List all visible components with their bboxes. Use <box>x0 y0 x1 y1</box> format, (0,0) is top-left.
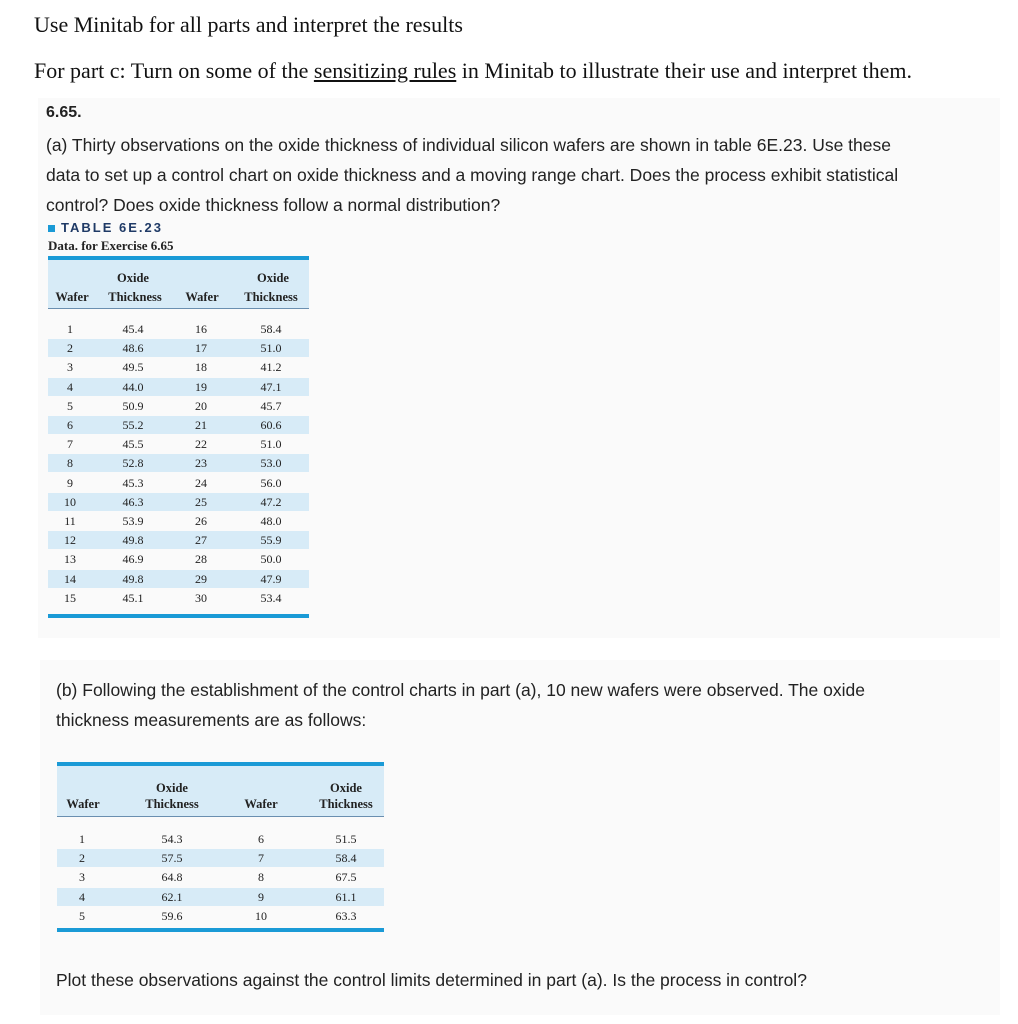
part-a-line-1: (a) Thirty observations on the oxide thickness of individual silicon wafers are shown in table 6E.23. Use these <box>46 135 891 155</box>
thickness-cell: 55.9 <box>260 533 282 548</box>
table-b-header-wafer-1: Wafer <box>66 797 100 811</box>
table-row <box>48 435 309 453</box>
table-row <box>48 589 309 607</box>
wafer-cell: 5 <box>67 398 73 413</box>
thickness-cell: 45.3 <box>122 475 144 490</box>
table-row <box>48 550 309 568</box>
thickness-cell: 59.6 <box>161 908 183 923</box>
wafer-cell: 2 <box>67 341 73 356</box>
intro-line-1: Use Minitab for all parts and interpret the results <box>34 12 463 37</box>
thickness-cell: 50.9 <box>122 398 144 413</box>
thickness-cell: 67.5 <box>335 870 357 885</box>
wafer-cell: 13 <box>64 552 76 567</box>
thickness-cell: 51.0 <box>260 437 282 452</box>
table-row <box>48 378 309 396</box>
table-row <box>57 868 384 886</box>
thickness-cell: 53.9 <box>122 514 144 528</box>
thickness-cell: 45.5 <box>122 437 144 452</box>
thickness-cell: 53.0 <box>260 456 282 471</box>
intro-line-2-prefix: For part c: Turn on some of the <box>34 58 314 83</box>
table-a-header-oxide-1: Oxide <box>117 271 149 285</box>
table-row <box>48 512 309 530</box>
thickness-cell: 47.2 <box>260 494 282 509</box>
part-b-line-2: thickness measurements are as follows: <box>56 710 367 730</box>
wafer-cell: 11 <box>64 514 76 528</box>
wafer-cell: 3 <box>67 360 73 375</box>
wafer-cell: 16 <box>195 322 207 336</box>
wafer-cell: 26 <box>195 514 207 528</box>
table-row <box>48 474 309 492</box>
intro-line-2-suffix: in Minitab to illustrate their use and interpret them. <box>456 58 913 83</box>
table-row <box>48 493 309 511</box>
thickness-cell: 45.1 <box>122 590 144 605</box>
thickness-cell: 44.0 <box>122 379 144 394</box>
thickness-cell: 57.5 <box>161 851 183 866</box>
table-a-header-thickness-2: Thickness <box>244 290 298 304</box>
table-b-header-wafer-2: Wafer <box>244 797 278 811</box>
wafer-cell: 8 <box>258 870 264 885</box>
table-a-header-thickness-1: Thickness <box>108 290 162 304</box>
table-row <box>48 358 309 376</box>
table-a-caption-text: TABLE 6E.23 <box>61 220 163 235</box>
table-row <box>48 454 309 472</box>
table-row <box>57 888 384 906</box>
thickness-cell: 50.0 <box>260 552 282 567</box>
problem-number: 6.65. <box>46 104 82 121</box>
thickness-cell: 63.3 <box>335 908 357 923</box>
table-a-header <box>48 260 309 309</box>
wafer-cell: 1 <box>79 832 85 846</box>
thickness-cell: 53.4 <box>260 590 282 605</box>
thickness-cell: 41.2 <box>260 360 282 375</box>
table-row <box>57 830 384 848</box>
thickness-cell: 48.6 <box>122 341 144 356</box>
thickness-cell: 62.1 <box>161 889 183 904</box>
wafer-cell: 6 <box>258 832 264 846</box>
wafer-cell: 17 <box>195 341 207 356</box>
wafer-cell: 6 <box>67 418 73 432</box>
thickness-cell: 46.9 <box>122 552 144 567</box>
wafer-cell: 2 <box>79 851 85 866</box>
table-a <box>48 256 309 624</box>
thickness-cell: 58.4 <box>260 322 282 336</box>
table-row <box>48 339 309 357</box>
thickness-cell: 49.5 <box>122 360 144 375</box>
wafer-cell: 27 <box>195 533 207 548</box>
thickness-cell: 47.9 <box>260 571 282 586</box>
wafer-cell: 10 <box>64 494 76 509</box>
part-b-line-1: (b) Following the establishment of the control charts in part (a), 10 new wafers were observed. The oxide <box>56 680 865 700</box>
part-a-line-2: data to set up a control chart on oxide thickness and a moving range chart. Does the process exhibit statistical <box>46 165 899 185</box>
wafer-cell: 8 <box>67 456 73 471</box>
wafer-cell: 24 <box>195 475 207 490</box>
wafer-cell: 7 <box>67 437 73 452</box>
wafer-cell: 3 <box>79 870 85 885</box>
thickness-cell: 60.6 <box>260 418 282 432</box>
wafer-cell: 30 <box>195 590 207 605</box>
table-b-header-thickness-2: Thickness <box>319 797 373 811</box>
wafer-cell: 28 <box>195 552 207 567</box>
thickness-cell: 49.8 <box>122 533 144 548</box>
thickness-cell: 55.2 <box>122 418 144 432</box>
table-a-header-oxide-2: Oxide <box>257 271 289 285</box>
thickness-cell: 45.4 <box>122 322 144 336</box>
wafer-cell: 7 <box>258 851 264 866</box>
wafer-cell: 4 <box>79 889 85 904</box>
thickness-cell: 61.1 <box>335 889 357 904</box>
wafer-cell: 14 <box>64 571 76 586</box>
table-b-header-oxide-1: Oxide <box>156 781 188 795</box>
table-row <box>48 570 309 588</box>
thickness-cell: 51.5 <box>335 832 357 846</box>
table-b-header-thickness-1: Thickness <box>145 797 199 811</box>
table-a-header-wafer-1: Wafer <box>55 290 89 304</box>
wafer-cell: 29 <box>195 571 207 586</box>
wafer-cell: 10 <box>255 908 267 923</box>
wafer-cell: 9 <box>258 889 264 904</box>
wafer-cell: 18 <box>195 360 207 375</box>
wafer-cell: 23 <box>195 456 207 471</box>
wafer-cell: 25 <box>195 494 207 509</box>
wafer-cell: 1 <box>67 322 73 336</box>
wafer-cell: 12 <box>64 533 76 548</box>
wafer-cell: 22 <box>195 437 207 452</box>
thickness-cell: 64.8 <box>161 870 183 885</box>
wafer-cell: 9 <box>67 475 73 490</box>
sensitizing-rules-link[interactable]: sensitizing rules <box>313 58 457 83</box>
wafer-cell: 20 <box>195 398 207 413</box>
table-row <box>48 320 309 338</box>
intro-line-2 <box>34 58 912 84</box>
thickness-cell: 49.8 <box>122 571 144 586</box>
part-a-line-3: control? Does oxide thickness follow a normal distribution? <box>46 195 501 215</box>
thickness-cell: 48.0 <box>260 514 282 528</box>
table-a-bottom-rule <box>48 614 309 618</box>
table-b-header <box>57 766 384 817</box>
thickness-cell: 52.8 <box>122 456 144 471</box>
table-row <box>48 397 309 415</box>
table-a-subcaption: Data. for Exercise 6.65 <box>48 238 174 253</box>
table-a-caption <box>48 220 163 235</box>
table-a-header-wafer-2: Wafer <box>185 290 219 304</box>
wafer-cell: 4 <box>67 379 73 394</box>
table-row <box>48 416 309 434</box>
wafer-cell: 21 <box>195 418 207 432</box>
wafer-cell: 19 <box>195 379 207 394</box>
table-row <box>48 531 309 549</box>
wafer-cell: 15 <box>64 590 76 605</box>
table-b-header-oxide-2: Oxide <box>330 781 362 795</box>
table-b <box>57 762 384 934</box>
thickness-cell: 56.0 <box>260 475 282 490</box>
thickness-cell: 51.0 <box>260 341 282 356</box>
thickness-cell: 58.4 <box>335 851 357 866</box>
closing-question: Plot these observations against the control limits determined in part (a). Is the process in control? <box>56 970 807 990</box>
caption-square-icon <box>48 225 55 232</box>
part-a-text <box>46 130 898 220</box>
thickness-cell: 54.3 <box>161 832 183 846</box>
thickness-cell: 46.3 <box>122 494 144 509</box>
thickness-cell: 45.7 <box>260 398 282 413</box>
table-b-bottom-rule <box>57 928 384 932</box>
part-b-text <box>56 675 865 735</box>
table-row <box>57 907 384 925</box>
thickness-cell: 47.1 <box>260 379 282 394</box>
wafer-cell: 5 <box>79 908 85 923</box>
table-row <box>57 849 384 867</box>
